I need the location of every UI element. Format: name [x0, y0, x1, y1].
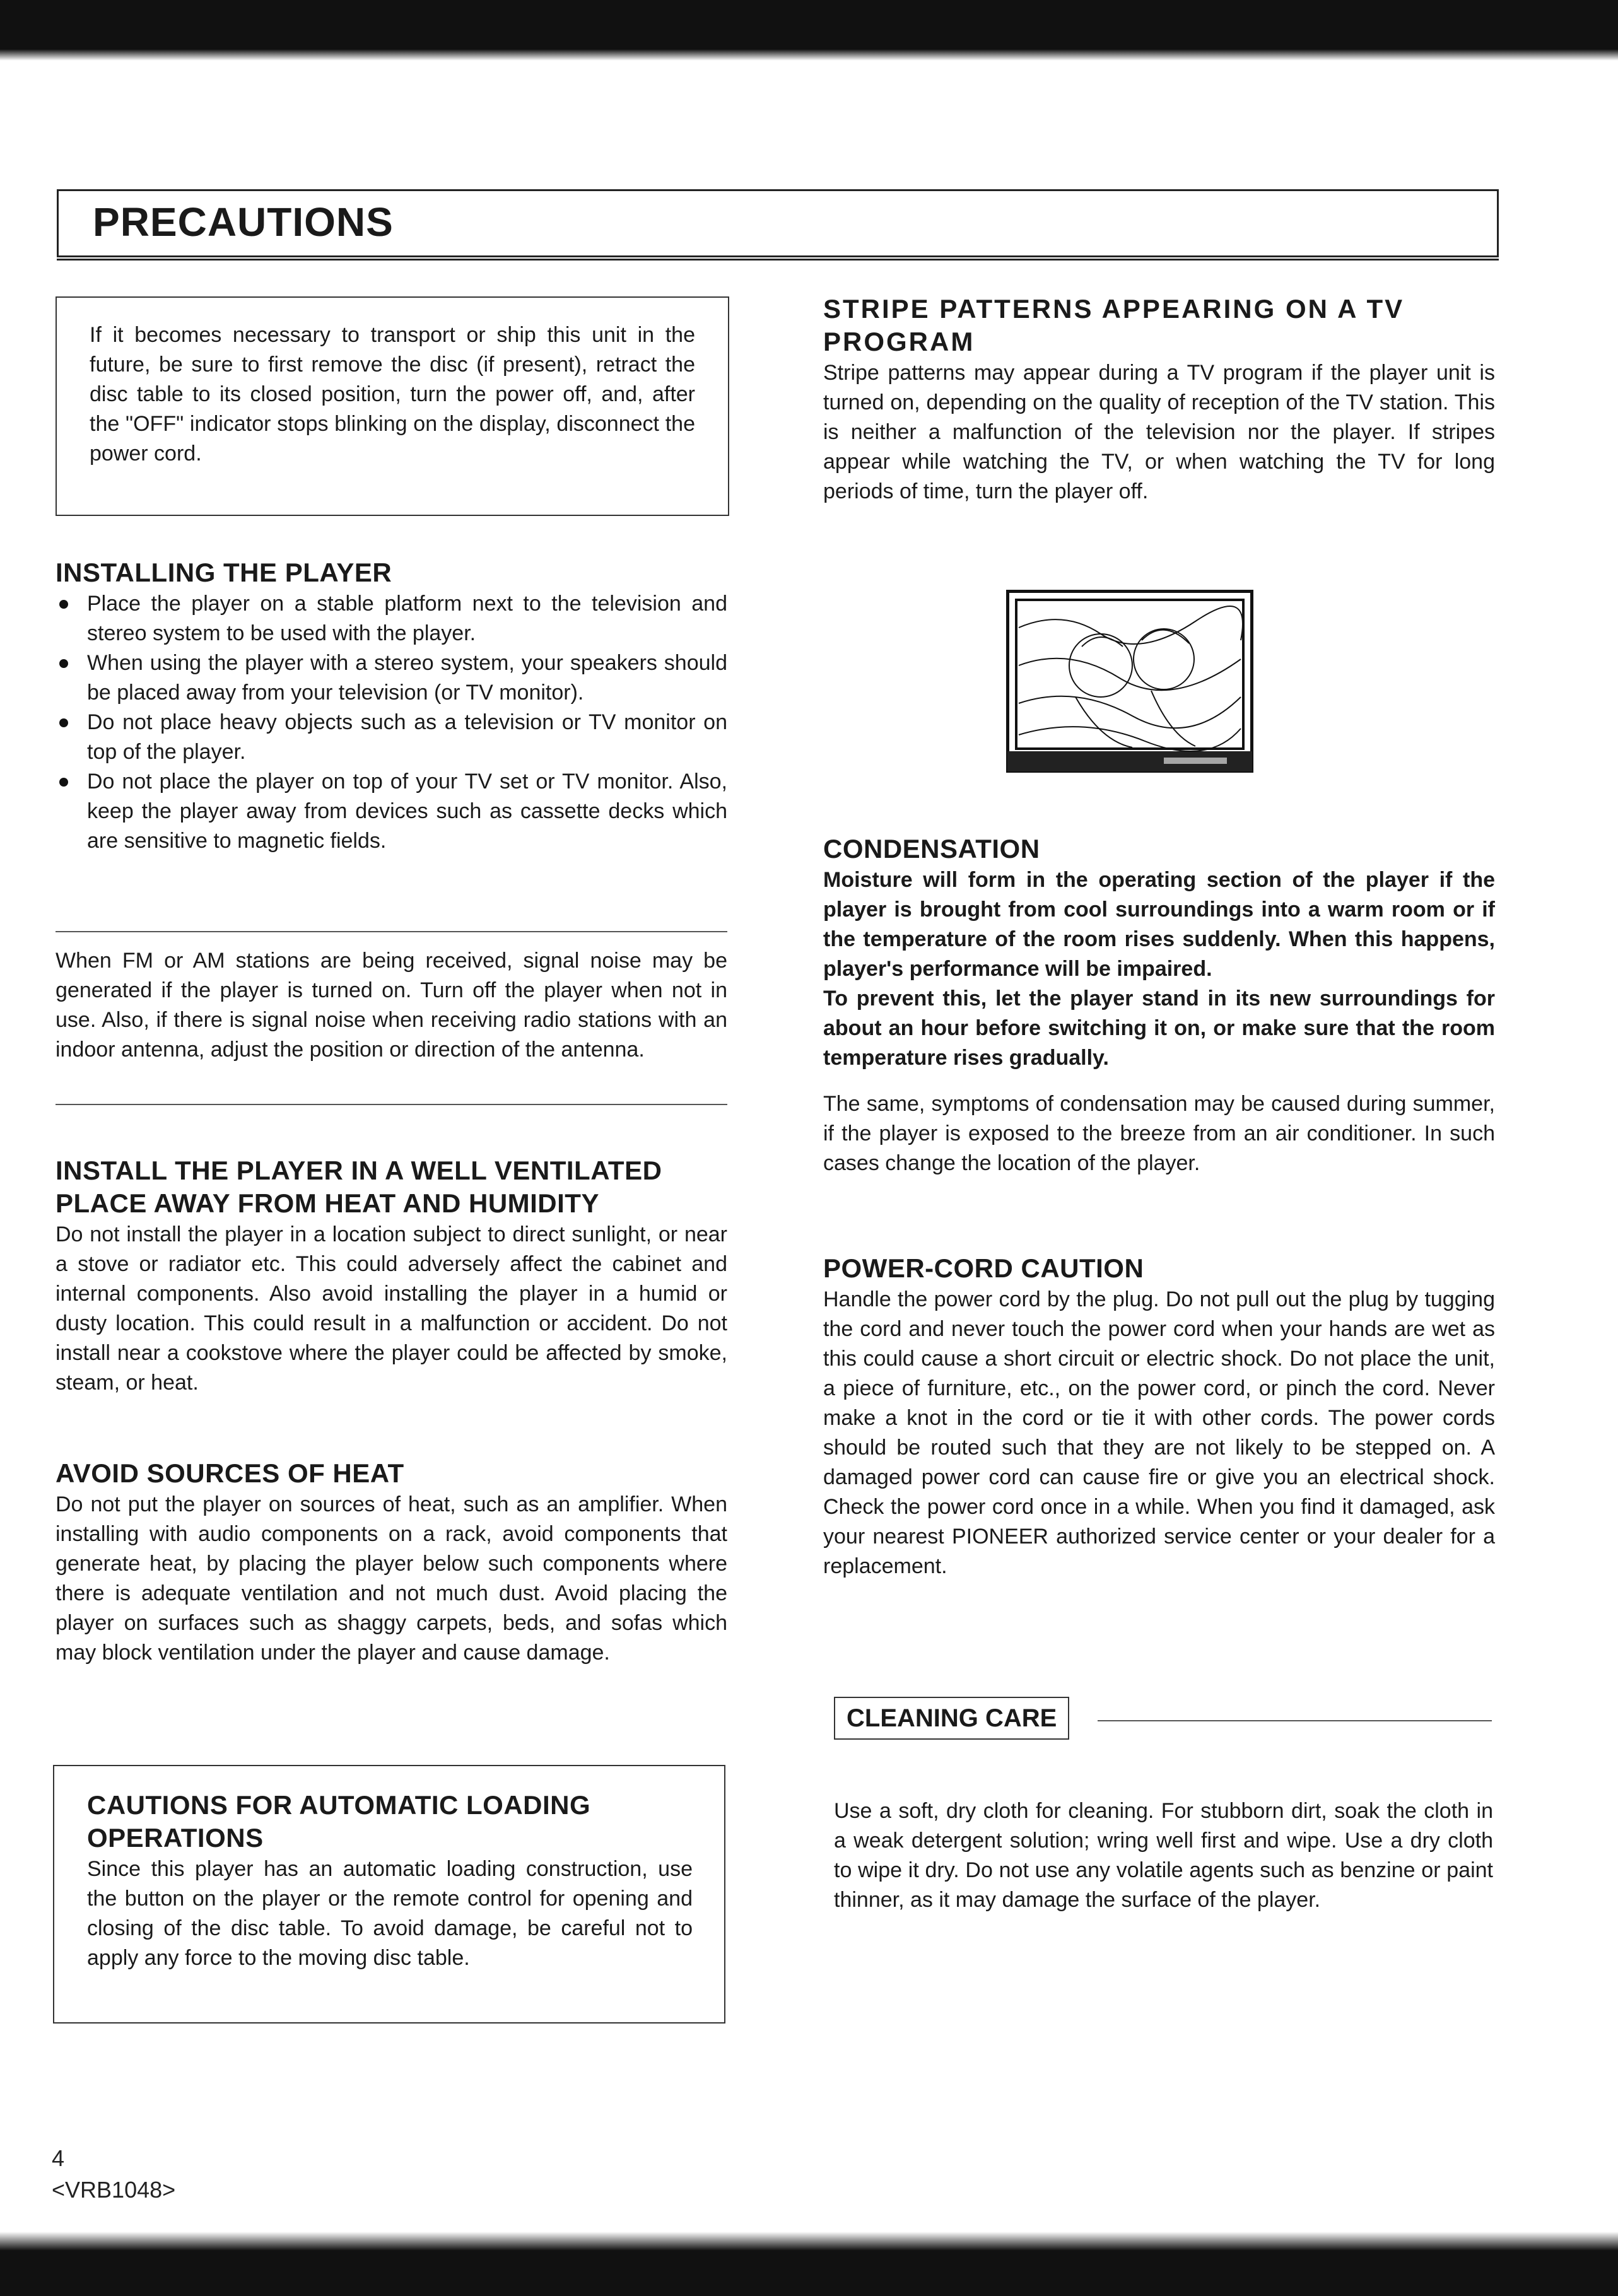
- heat-text: Do not put the player on sources of heat, such as an amplifier. When installing with audio components on a rack, avoid components that generate heat, by placing the player below such components where there is adequate ventilation and not much dust. Avoid placing the player on surfaces such as shaggy carpets, beds, and sofas which may block ventilation under the player and cause damage.: [56, 1492, 727, 1665]
- fm-note-bottom-rule: [56, 1104, 727, 1105]
- document-code: <VRB1048>: [52, 2177, 176, 2203]
- stripe-heading: STRIPE PATTERNS APPEARING ON A TV PROGRAM: [823, 294, 1405, 356]
- auto-loading-text: Since this player has an automatic loading construction, use the button on the player or the remote control for opening and closing of the disc table. To avoid damage, be careful not to apply any force to the moving disc table.: [87, 1857, 693, 1970]
- installing-heading: INSTALLING THE PLAYER: [56, 558, 392, 587]
- fm-note-top-rule: [56, 931, 727, 932]
- power-cord-text: Handle the power cord by the plug. Do not pull out the plug by tugging the cord and never touch the power cord when your hands are wet as this could cause a short circuit or electric shock. Do not place the unit, a piece of furniture, etc., on the power cord, or pinch the cord. Never make a knot in the cord or tie it with other cords. The power cords should be routed such that they are not likely to be stepped on. A damaged power cord can cause fire or give you an electrical shock. Check the power cord once in a while. When you find it damaged, ask your nearest PIONEER authorized service center or your dealer for a replacement.: [823, 1287, 1495, 1578]
- power-cord-heading: POWER-CORD CAUTION: [823, 1253, 1144, 1283]
- stripe-text: Stripe patterns may appear during a TV program if the player unit is turned on, depending on the quality of reception of the TV station. This is neither a malfunction of the television nor the player. If stripes appear while watching the TV, or when watching the TV for long periods of time, turn the player off.: [823, 361, 1495, 503]
- auto-loading-box: [53, 1765, 725, 2024]
- condensation-bold-2: To prevent this, let the player stand in its new surroundings for about an hour before switching it on, or make sure that the room temperature rises gradually.: [823, 987, 1495, 1070]
- page-title: PRECAUTIONS: [93, 199, 394, 245]
- list-item: Do not place the player on top of your TV set or TV monitor. Also, keep the player away from devices such as cassette decks which are sensitive to magnetic fields.: [56, 767, 727, 856]
- list-item: Place the player on a stable platform next to the television and stereo system to be used with the player.: [56, 589, 727, 648]
- top-scan-border: [0, 0, 1618, 61]
- heat-section: [56, 1457, 727, 1668]
- cleaning-heading: CLEANING CARE: [834, 1697, 1069, 1740]
- cleaning-heading-rule: [1098, 1720, 1492, 1721]
- ventilation-text: Do not install the player in a location subject to direct sunlight, or near a stove or radiator etc. This could adversely affect the cabinet and internal components. Also avoid installing the player in a humid or dusty location. This could result in a malfunction or accident. Do not install near a cookstove where the player could be affected by smoke, steam, or heat.: [56, 1222, 727, 1395]
- stripe-section: [823, 293, 1495, 507]
- page-title-box: [57, 189, 1499, 257]
- page-number: 4: [52, 2145, 65, 2171]
- bottom-scan-border: [0, 2251, 1618, 2296]
- cleaning-text: Use a soft, dry cloth for cleaning. For stubborn dirt, soak the cloth in a weak detergent solution; wring well first and wipe. Use a dry cloth to wipe it dry. Do not use any volatile agents such as benzine or paint thinner, as it may damage the surface of the player.: [834, 1799, 1493, 1912]
- installing-section: [56, 556, 727, 856]
- condensation-text: The same, symptoms of condensation may be caused during summer, if the player is exposed to the breeze from an air conditioner. In such cases change the location of the player.: [823, 1092, 1495, 1175]
- ventilation-section: [56, 1154, 727, 1398]
- condensation-section: [823, 833, 1495, 1178]
- power-cord-section: [823, 1252, 1495, 1581]
- heat-heading: AVOID SOURCES OF HEAT: [56, 1458, 404, 1488]
- title-underline: [57, 259, 1499, 261]
- ventilation-heading: INSTALL THE PLAYER IN A WELL VENTILATED PLACE AWAY FROM HEAT AND HUMIDITY: [56, 1156, 662, 1218]
- list-item: When using the player with a stereo system, your speakers should be placed away from your television (or TV monitor).: [56, 648, 727, 708]
- installing-list: [56, 589, 727, 856]
- condensation-bold-1: Moisture will form in the operating section of the player if the player is brought from cool surroundings into a warm room or if the temperature of the room rises suddenly. When this happens, player's performance will be impaired.: [823, 868, 1495, 981]
- list-item: Do not place heavy objects such as a television or TV monitor on top of the player.: [56, 708, 727, 767]
- tv-illustration-icon: [1006, 590, 1253, 773]
- transport-note-box: [56, 296, 729, 516]
- fm-note-text: When FM or AM stations are being received, signal noise may be generated if the player is turned on. Turn off the player when not in use. Also, if there is signal noise when receiving radio stations with an indoor antenna, adjust the position or direction of the antenna.: [56, 949, 727, 1062]
- condensation-heading: CONDENSATION: [823, 834, 1040, 864]
- transport-note-text: If it becomes necessary to transport or ship this unit in the future, be sure to first remove the disc (if present), retract the disc table to its closed position, turn the power off, and, after the "OFF" indicator stops blinking on the display, disconnect the power cord.: [90, 323, 695, 466]
- auto-loading-heading: CAUTIONS FOR AUTOMATIC LOADING OPERATIONS: [87, 1790, 591, 1853]
